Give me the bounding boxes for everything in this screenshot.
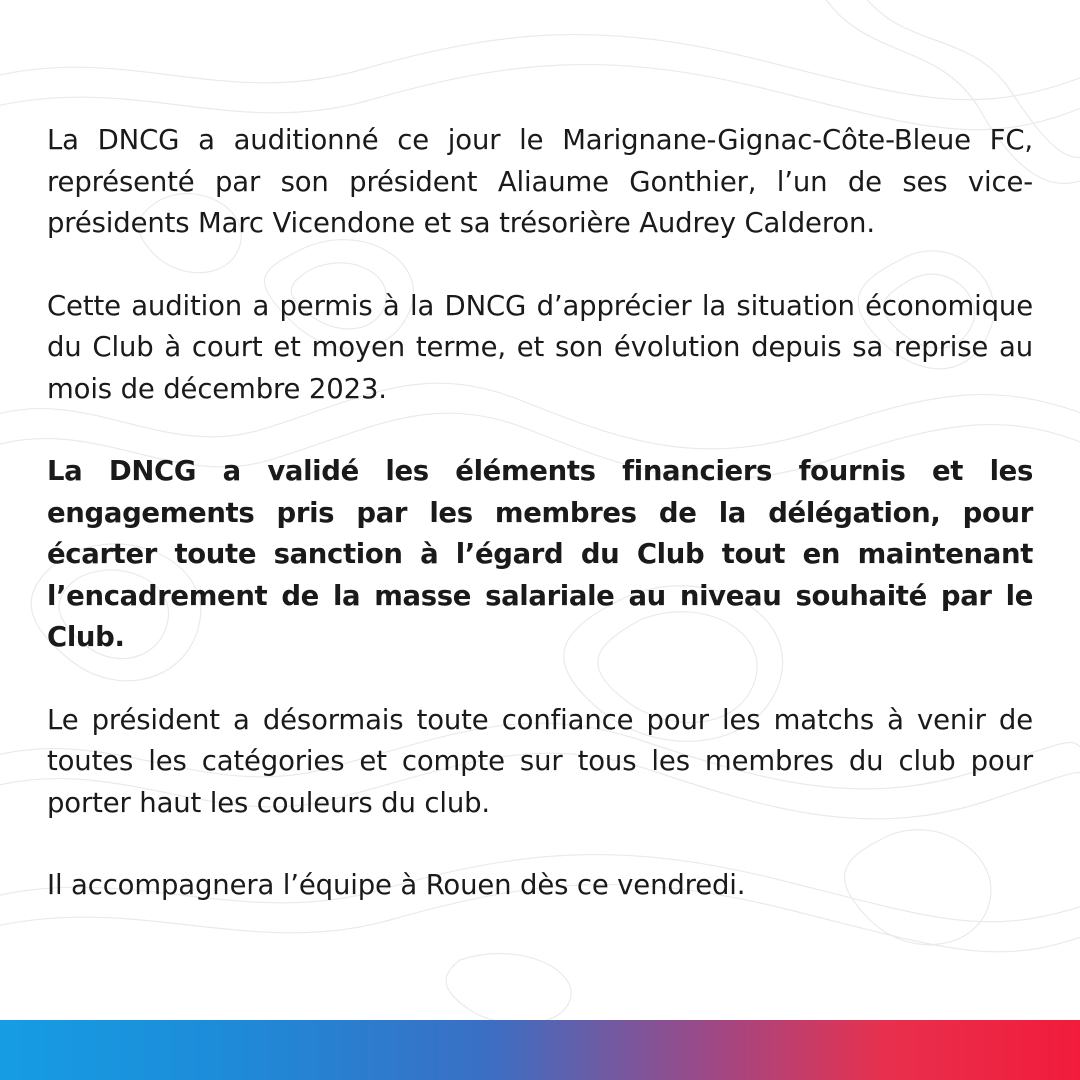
paragraph-president: Le président a désormais toute confiance pour les matchs à venir de toutes les catégories et compte sur tous les membres du club pour porter haut les couleurs du club.: [47, 703, 1033, 819]
paragraph-rouen: Il accompagnera l’équipe à Rouen dès ce vendredi.: [47, 869, 746, 901]
statement-text: [47, 120, 1033, 907]
paragraph-situation: Cette audition a permis à la DNCG d’apprécier la situation économique du Club à court et moyen terme, et son évolution depuis sa reprise au mois de décembre 2023.: [47, 289, 1033, 405]
paragraph-decision: La DNCG a validé les éléments financiers fournis et les engagements pris par les membres de la délégation, pour écarter toute sanction à l’égard du Club tout en maintenant l’encadrement de la masse salariale au niveau souhaité par le Club.: [47, 455, 1033, 653]
gradient-footer-band: [0, 1020, 1080, 1080]
paragraph-audition: La DNCG a auditionné ce jour le Marignane-Gignac-Côte-Bleue FC, représenté par son président Aliaume Gonthier, l’un de ses vice-présidents Marc Vicendone et sa trésorière Audrey Calderon.: [47, 124, 1033, 239]
